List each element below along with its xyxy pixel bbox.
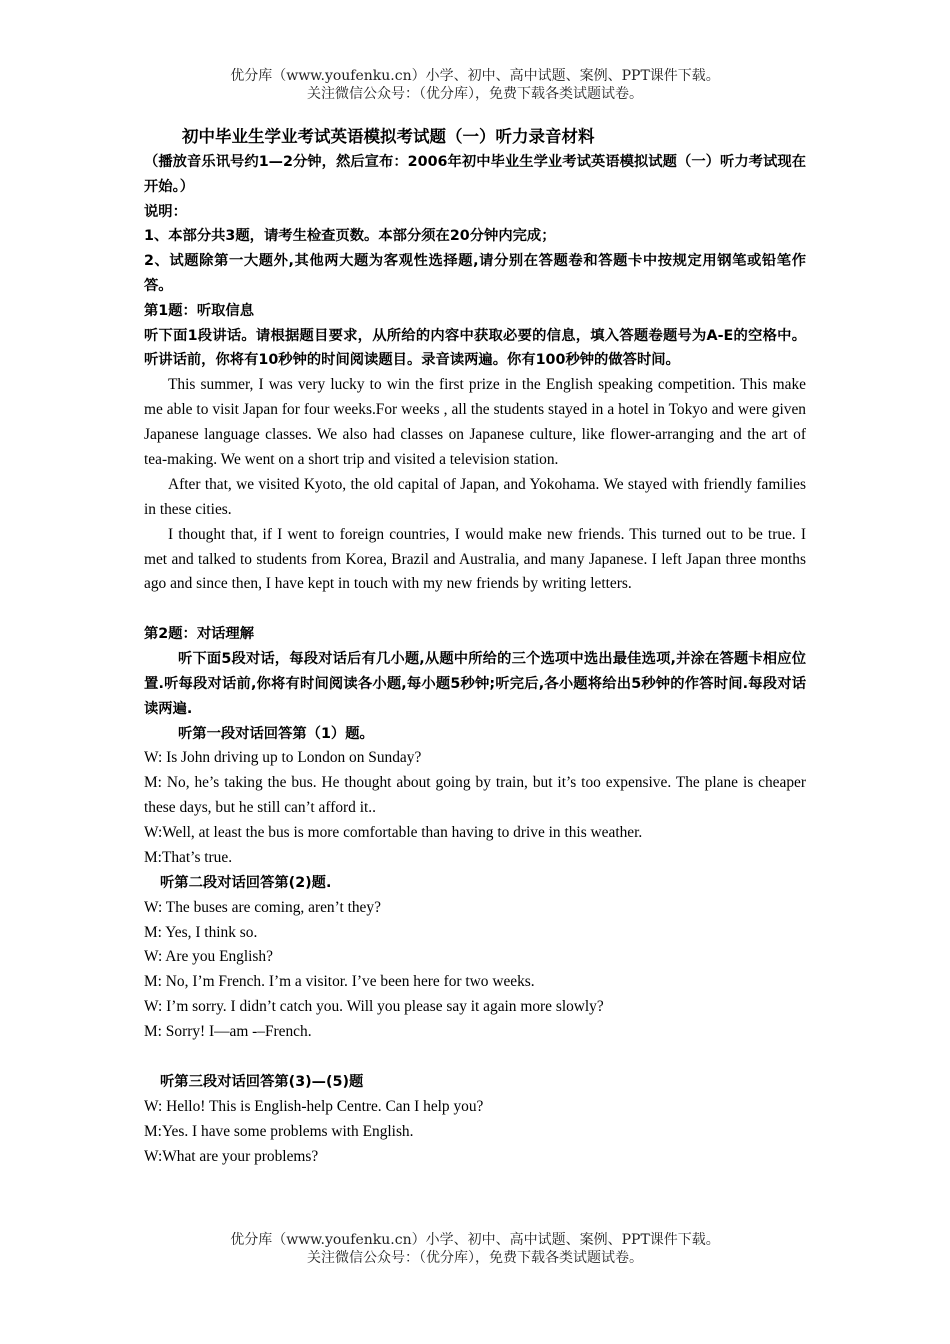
note-item-2: 2、试题除第一大题外,其他两大题为客观性选择题,请分别在答题卷和答题卡中按规定用钢笔或铅笔作答。 [144,253,806,294]
part1-heading: 第1题：听取信息 [144,302,255,319]
dialog3-line: W:What are your problems? [144,1147,319,1165]
section-spacer [144,597,806,622]
part2-instruction: 听下面5段对话，每段对话后有几小题,从题中所给的三个选项中选出最佳选项,并涂在答题卡相应位置.听每段对话前,你将有时间阅读各小题,每小题5秒钟;听完后,各小题将给出5秒钟的作答时间.每段对话读两遍. [144,651,806,717]
dialog3-line: M:Yes. I have some problems with English. [144,1122,414,1140]
header-line-1: 优分库（www.youfenku.cn）小学、初中、高中试题、案例、PPT课件下载。 [230,68,720,84]
dialog1-line: W:Well, at least the bus is more comfortable than having to drive in this weather. [144,824,643,842]
intro-text: （播放音乐讯号约1—2分钟，然后宣布：2006年初中毕业生学业考试英语模拟试题（一）听力考试现在开始。） [144,154,806,195]
page-footer [0,1231,950,1267]
header-line-2: 关注微信公众号：（优分库），免费下载各类试题试卷。 [307,86,643,102]
note-label: 说明： [144,203,187,220]
dialog2-line: W: The buses are coming, aren’t they? [144,898,381,916]
dialog2-line: W: Are you English? [144,948,273,966]
dialog1-line: W: Is John driving up to London on Sunday? [144,749,422,767]
footer-line-1: 优分库（www.youfenku.cn）小学、初中、高中试题、案例、PPT课件下载。 [230,1232,720,1248]
dialog1-line: M: No, he’s taking the bus. He thought about going by train, but it’s too expensive. The plane is cheaper these days, but he still can’t afford it.. [144,774,806,817]
document-title: 初中毕业生学业考试英语模拟考试题（一）听力录音材料 [182,127,595,146]
section-spacer [144,1045,806,1070]
passage-paragraph-3: I thought that, if I went to foreign countries, I would make new friends. This turned out to be true. I met and talked to students from Korea, Brazil and Australia, and many Japanese. I left Japan three months ago and since then, I have kept in touch with my new friends by writing letters. [144,525,806,593]
part2-heading: 第2题：对话理解 [144,626,255,643]
dialog2-heading: 听第二段对话回答第(2)题. [160,874,332,891]
dialog3-heading: 听第三段对话回答第(3)—(5)题 [160,1074,364,1091]
dialog1-line: M:That’s true. [144,848,233,866]
passage-paragraph-2: After that, we visited Kyoto, the old capital of Japan, and Yokohama. We stayed with friendly families in these cities. [144,475,806,518]
dialog2-line: W: I’m sorry. I didn’t catch you. Will you please say it again more slowly? [144,998,604,1016]
dialog1-heading: 听第一段对话回答第（1）题。 [178,725,374,742]
dialog2-line: M: No, I’m French. I’m a visitor. I’ve been here for two weeks. [144,973,535,991]
passage-paragraph-1: This summer, I was very lucky to win the first prize in the English speaking competition. This make me able to visit Japan for four weeks.For weeks , all the students stayed in a hotel in Tokyo and were given Japanese language classes. We also had classes on Japanese culture, like flower-arranging and the art of tea-making. We went on a short trip and visited a television station. [144,376,806,468]
document-body [144,124,806,1170]
page-header [0,67,950,103]
dialog2-line: M: Yes, I think so. [144,923,258,941]
dialog2-line: M: Sorry! I—am -–French. [144,1023,312,1041]
dialog3-line: W: Hello! This is English-help Centre. Can I help you? [144,1097,484,1115]
footer-line-2: 关注微信公众号：（优分库），免费下载各类试题试卷。 [307,1250,643,1266]
note-item-1: 1、本部分共3题，请考生检查页数。本部分须在20分钟内完成； [144,228,556,245]
part1-instruction: 听下面1段讲话。请根据题目要求，从所给的内容中获取必要的信息，填入答题卷题号为A-E的空格中。听讲话前，你将有10秒钟的时间阅读题目。录音读两遍。你有100秒钟的做答时间。 [144,327,806,369]
